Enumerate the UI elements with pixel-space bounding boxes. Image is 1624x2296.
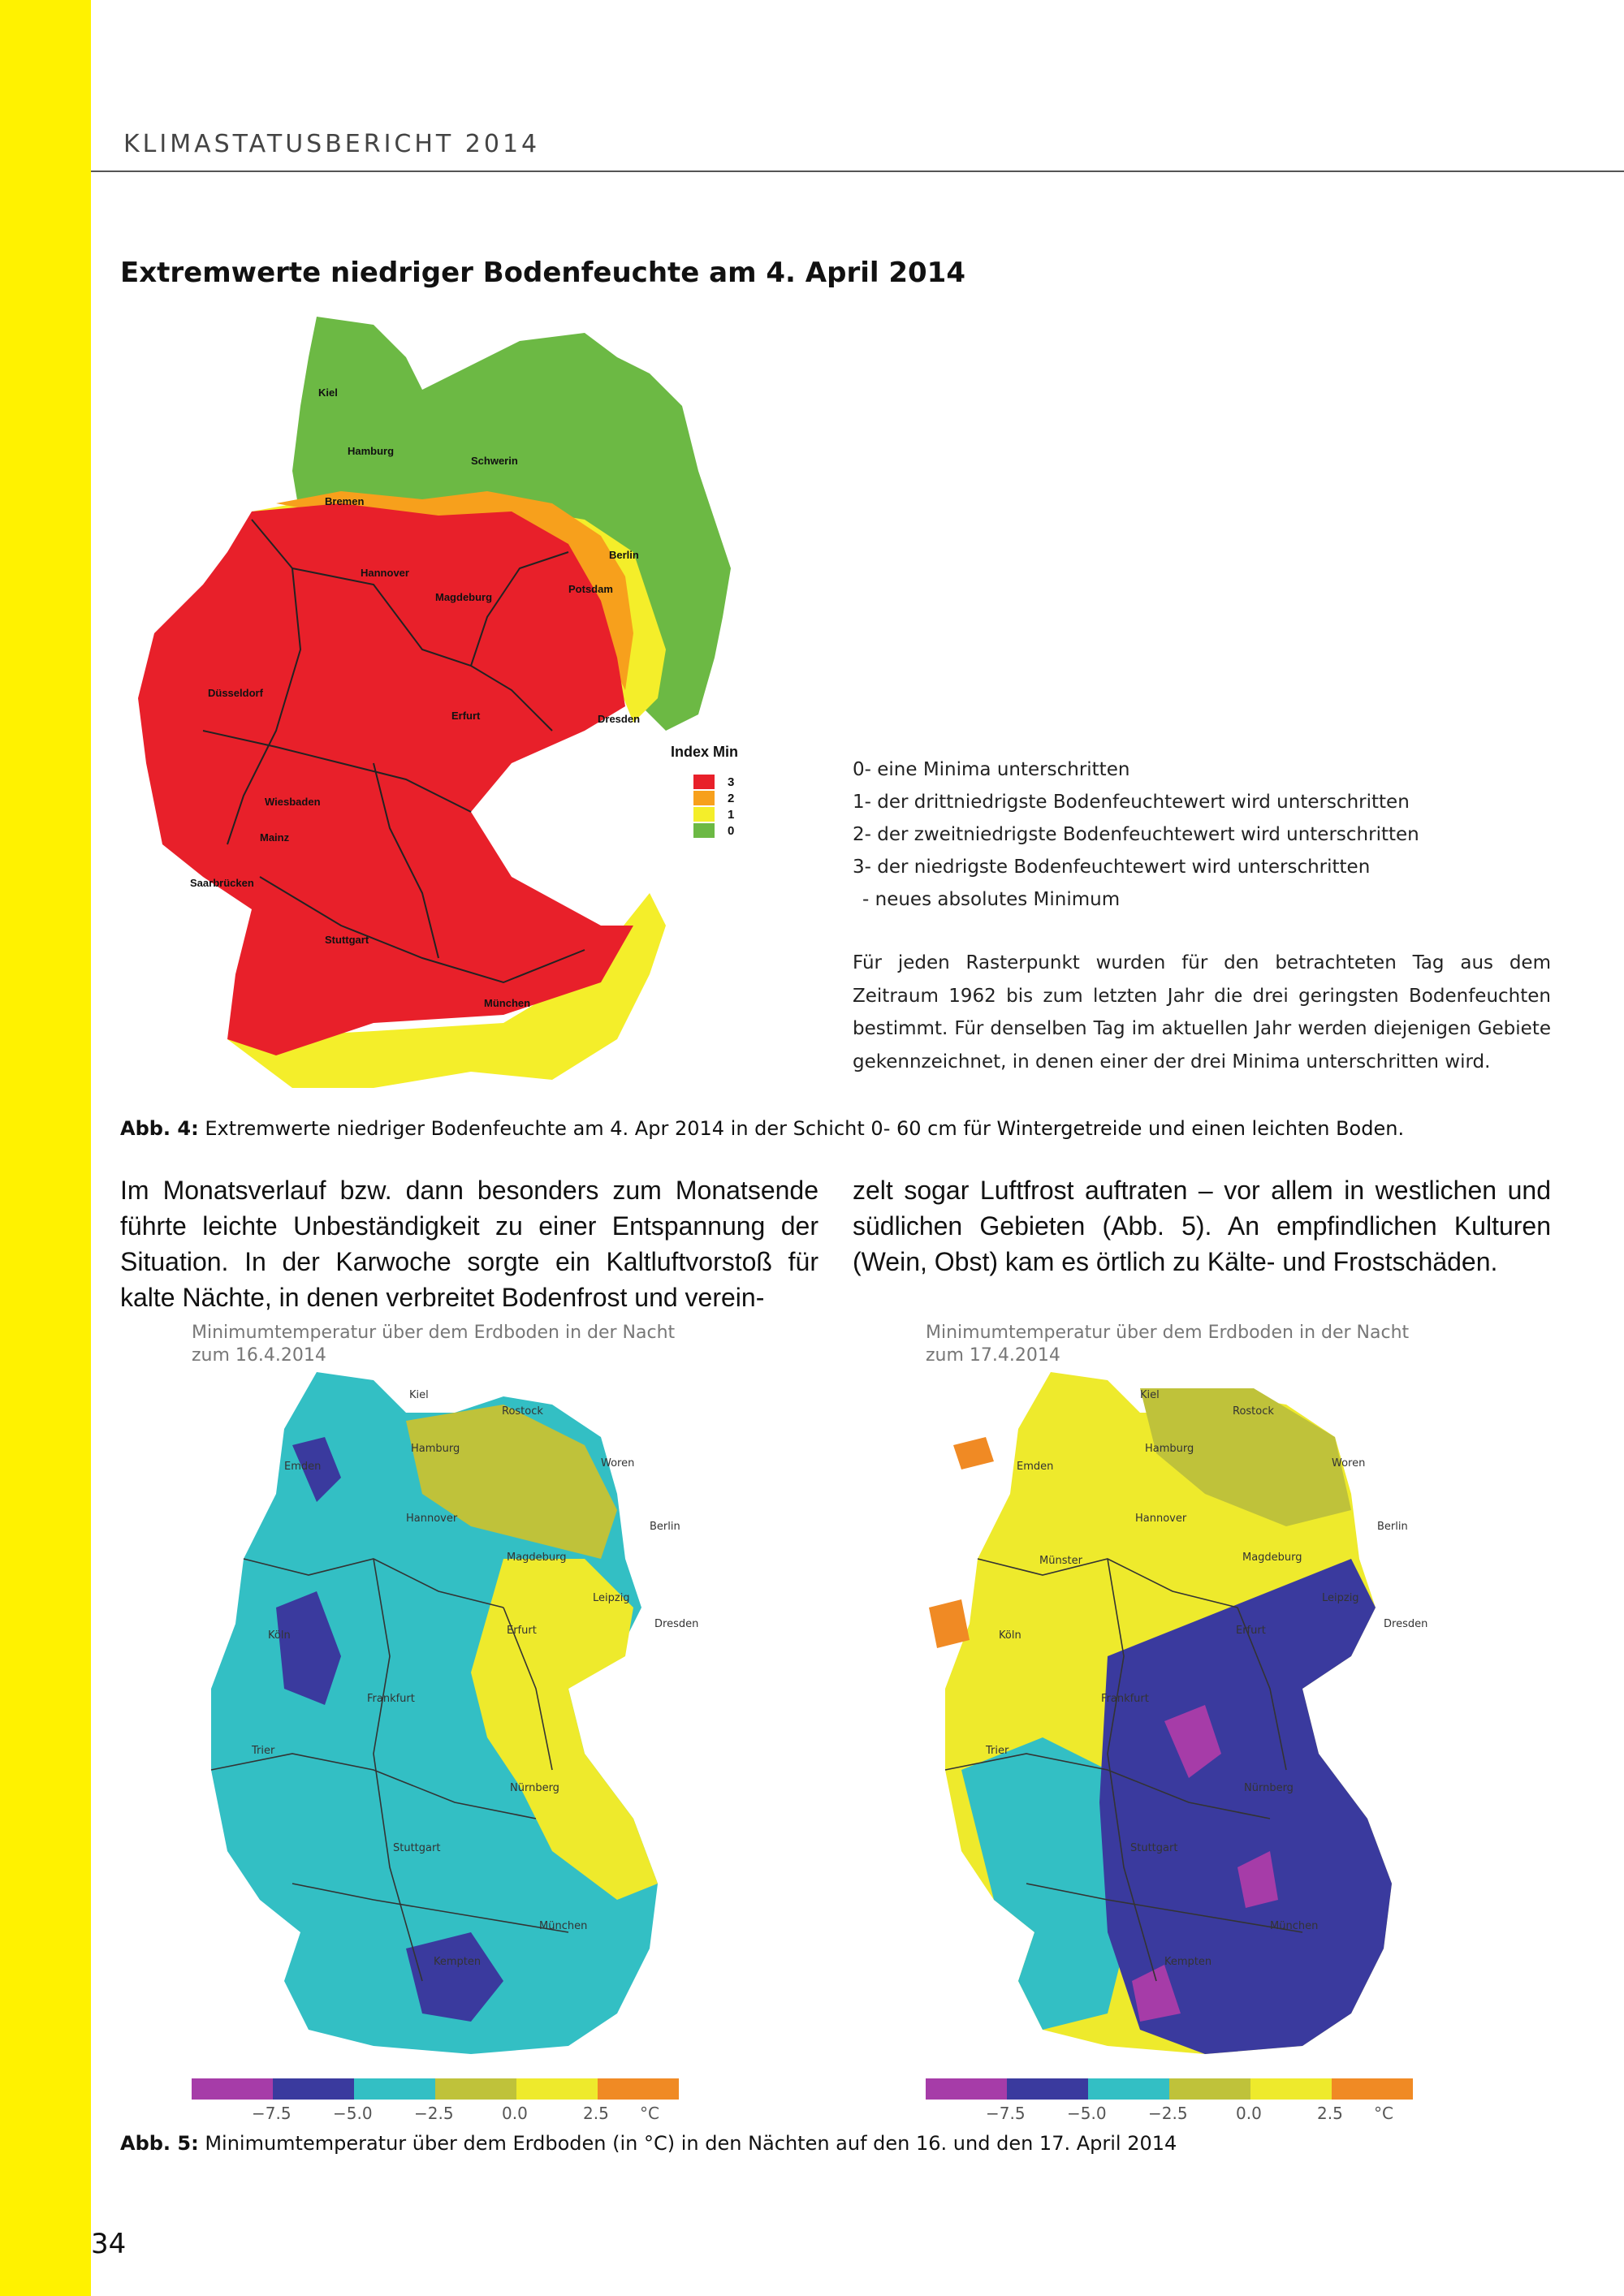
city-label: Stuttgart bbox=[325, 934, 369, 946]
city-label: Kiel bbox=[318, 386, 338, 399]
city-label: Emden bbox=[284, 1461, 322, 1473]
city-label: Potsdam bbox=[568, 583, 613, 595]
header-rule bbox=[91, 170, 1624, 172]
colorbar-tick: 0.0 bbox=[502, 2104, 528, 2123]
city-label: Hamburg bbox=[348, 445, 395, 457]
map-title: zum 16.4.2014 bbox=[192, 1345, 326, 1366]
city-label: Leipzig bbox=[593, 1592, 630, 1604]
city-label: Stuttgart bbox=[393, 1842, 441, 1854]
colorbar-segment bbox=[273, 2078, 354, 2100]
colorbar-tick: −2.5 bbox=[1148, 2104, 1188, 2123]
city-label: Düsseldorf bbox=[208, 687, 263, 699]
caption-text: Minimumtemperatur über dem Erdboden (in °C) in den Nächten auf den 16. und den 17. April 2014 bbox=[198, 2132, 1177, 2155]
temp-region-warm bbox=[953, 1437, 994, 1470]
city-label: Erfurt bbox=[451, 710, 481, 722]
city-label: Magdeburg bbox=[1242, 1552, 1302, 1564]
city-label: Kiel bbox=[1140, 1389, 1160, 1401]
legend-swatch-3 bbox=[693, 775, 715, 789]
section-title: Extremwerte niedriger Bodenfeuchte am 4. April 2014 bbox=[120, 257, 965, 289]
city-label: Bremen bbox=[325, 495, 365, 507]
city-label: Berlin bbox=[650, 1521, 680, 1533]
legend-value: 2 bbox=[728, 792, 735, 805]
city-label: Hamburg bbox=[1145, 1443, 1194, 1455]
legend-line: - neues absolutes Minimum bbox=[862, 889, 1121, 910]
soil-moisture-map bbox=[130, 309, 861, 1112]
legend-value: 0 bbox=[728, 824, 735, 838]
min-temp-map-17 bbox=[896, 1315, 1514, 2135]
colorbar-segment bbox=[1169, 2078, 1250, 2100]
index-legend-explanation bbox=[853, 753, 1551, 916]
page-number: 34 bbox=[91, 2228, 127, 2260]
map-title: Minimumtemperatur über dem Erdboden in der Nacht bbox=[192, 1323, 676, 1343]
city-label: Emden bbox=[1017, 1461, 1054, 1473]
city-label: Rostock bbox=[1233, 1405, 1274, 1418]
colorbar-tick: 2.5 bbox=[583, 2104, 609, 2123]
city-label: Köln bbox=[999, 1629, 1021, 1642]
legend-value: 3 bbox=[728, 775, 735, 789]
colorbar-segment bbox=[192, 2078, 273, 2100]
map-title: Minimumtemperatur über dem Erdboden in der Nacht bbox=[926, 1323, 1410, 1343]
running-head: KLIMASTATUSBERICHT 2014 bbox=[123, 130, 541, 158]
city-label: Saarbrücken bbox=[190, 877, 254, 889]
city-label: München bbox=[484, 997, 531, 1009]
colorbar-segment bbox=[1088, 2078, 1169, 2100]
colorbar-unit: °C bbox=[1374, 2104, 1393, 2123]
city-label: Rostock bbox=[502, 1405, 543, 1418]
city-label: Kiel bbox=[409, 1389, 429, 1401]
colorbar-segment bbox=[354, 2078, 435, 2100]
city-label: Erfurt bbox=[1236, 1625, 1266, 1637]
legend-line: 2- der zweitniedrigste Bodenfeuchtewert wird unterschritten bbox=[853, 824, 1419, 845]
city-label: Stuttgart bbox=[1130, 1842, 1178, 1854]
yellow-side-bar bbox=[0, 0, 91, 2296]
colorbar-tick: −5.0 bbox=[1067, 2104, 1107, 2123]
region-index-3 bbox=[138, 503, 633, 1055]
city-label: Nürnberg bbox=[1244, 1782, 1294, 1794]
figure-4-caption bbox=[120, 1117, 1404, 1140]
city-label: Dresden bbox=[654, 1618, 699, 1630]
city-label: Wiesbaden bbox=[265, 796, 321, 808]
city-label: Magdeburg bbox=[507, 1552, 567, 1564]
colorbar-tick: 0.0 bbox=[1236, 2104, 1262, 2123]
colorbar-tick: −7.5 bbox=[252, 2104, 292, 2123]
city-label: Berlin bbox=[609, 549, 639, 561]
city-label: München bbox=[539, 1920, 588, 1932]
legend-value: 1 bbox=[728, 808, 735, 822]
caption-text: Extremwerte niedriger Bodenfeuchte am 4. Apr 2014 in der Schicht 0- 60 cm für Wintergetreide und einen leichten Boden. bbox=[198, 1117, 1405, 1140]
city-label: Dresden bbox=[598, 713, 641, 725]
legend-title: Index Min bbox=[671, 744, 739, 760]
colorbar-segment bbox=[598, 2078, 679, 2100]
city-label: Dresden bbox=[1384, 1618, 1428, 1630]
map-title: zum 17.4.2014 bbox=[926, 1345, 1060, 1366]
temperature-colorbar bbox=[926, 2078, 1413, 2123]
city-label: Woren bbox=[601, 1457, 635, 1470]
legend-swatch-1 bbox=[693, 807, 715, 822]
body-column-2: zelt sogar Luftfrost auftraten – vor allem in westlichen und südlichen Gebieten (Abb. 5). An empfindlichen Kulturen (Wein, Obst) kam es örtlich zu Kälte- und Frostschäden. bbox=[853, 1176, 1551, 1276]
colorbar-segment bbox=[1332, 2078, 1413, 2100]
city-label: Hannover bbox=[361, 567, 409, 579]
city-label: Woren bbox=[1332, 1457, 1366, 1470]
colorbar-tick: −5.0 bbox=[333, 2104, 373, 2123]
legend-line: 1- der drittniedrigste Bodenfeuchtewert wird unterschritten bbox=[853, 792, 1410, 813]
method-explanation: Für jeden Rasterpunkt wurden für den betrachteten Tag aus dem Zeitraum 1962 bis zum letzten Jahr die drei geringsten Bodenfeuchten bestimmt. Für denselben Tag im aktuellen Jahr werden diejenigen Gebiete gekennzeichnet, in denen einer der drei Minima unterschritten wird. bbox=[853, 952, 1551, 1072]
colorbar-segment bbox=[1250, 2078, 1332, 2100]
city-label: Trier bbox=[986, 1745, 1009, 1757]
colorbar-segment bbox=[926, 2078, 1007, 2100]
city-label: Kempten bbox=[1164, 1956, 1212, 1968]
legend-swatch-2 bbox=[693, 791, 715, 805]
colorbar-tick: −2.5 bbox=[414, 2104, 454, 2123]
soil-moisture-map-svg bbox=[130, 309, 861, 1112]
figure-5-caption bbox=[120, 2132, 1177, 2155]
legend-swatch-0 bbox=[693, 823, 715, 838]
city-label: Schwerin bbox=[471, 455, 518, 467]
colorbar-segment bbox=[1007, 2078, 1088, 2100]
caption-label: Abb. 4: bbox=[120, 1117, 199, 1140]
city-label: Hamburg bbox=[411, 1443, 460, 1455]
city-label: Kempten bbox=[434, 1956, 482, 1968]
city-label: Berlin bbox=[1377, 1521, 1408, 1533]
city-label: Mainz bbox=[260, 831, 290, 844]
city-label: Frankfurt bbox=[1101, 1693, 1149, 1705]
city-label: München bbox=[1270, 1920, 1319, 1932]
temp-region-warm bbox=[929, 1599, 970, 1648]
legend-line: 3- der niedrigste Bodenfeuchtewert wird unterschritten bbox=[853, 857, 1371, 878]
city-label: Köln bbox=[268, 1629, 291, 1642]
temperature-colorbar bbox=[192, 2078, 679, 2123]
colorbar-unit: °C bbox=[640, 2104, 659, 2123]
city-label: Erfurt bbox=[507, 1625, 537, 1637]
city-label: Hannover bbox=[1135, 1513, 1187, 1525]
city-label: Trier bbox=[252, 1745, 275, 1757]
min-temp-map-16-svg bbox=[162, 1315, 780, 2135]
city-label: Leipzig bbox=[1322, 1592, 1359, 1604]
colorbar-tick: 2.5 bbox=[1317, 2104, 1343, 2123]
colorbar-tick: −7.5 bbox=[986, 2104, 1026, 2123]
legend-line: 0- eine Minima unterschritten bbox=[853, 759, 1130, 780]
city-label: Frankfurt bbox=[367, 1693, 415, 1705]
colorbar-segment bbox=[435, 2078, 516, 2100]
index-legend bbox=[671, 744, 738, 838]
body-column-1: Im Monatsverlauf bzw. dann besonders zum Monatsende führte leichte Unbeständigkeit zu einer Entspannung der Situation. In der Karwoche sorgte ein Kaltluftvorstoß für kalte Nächte, in denen verbreitet Bodenfrost und verein- bbox=[120, 1176, 818, 1312]
caption-label: Abb. 5: bbox=[120, 2132, 199, 2155]
city-label: Hannover bbox=[406, 1513, 458, 1525]
min-temp-map-17-svg bbox=[896, 1315, 1514, 2135]
colorbar-segment bbox=[516, 2078, 598, 2100]
city-label: Münster bbox=[1039, 1555, 1082, 1567]
city-label: Magdeburg bbox=[435, 591, 493, 603]
city-label: Nürnberg bbox=[510, 1782, 559, 1794]
min-temp-map-16 bbox=[162, 1315, 780, 2135]
